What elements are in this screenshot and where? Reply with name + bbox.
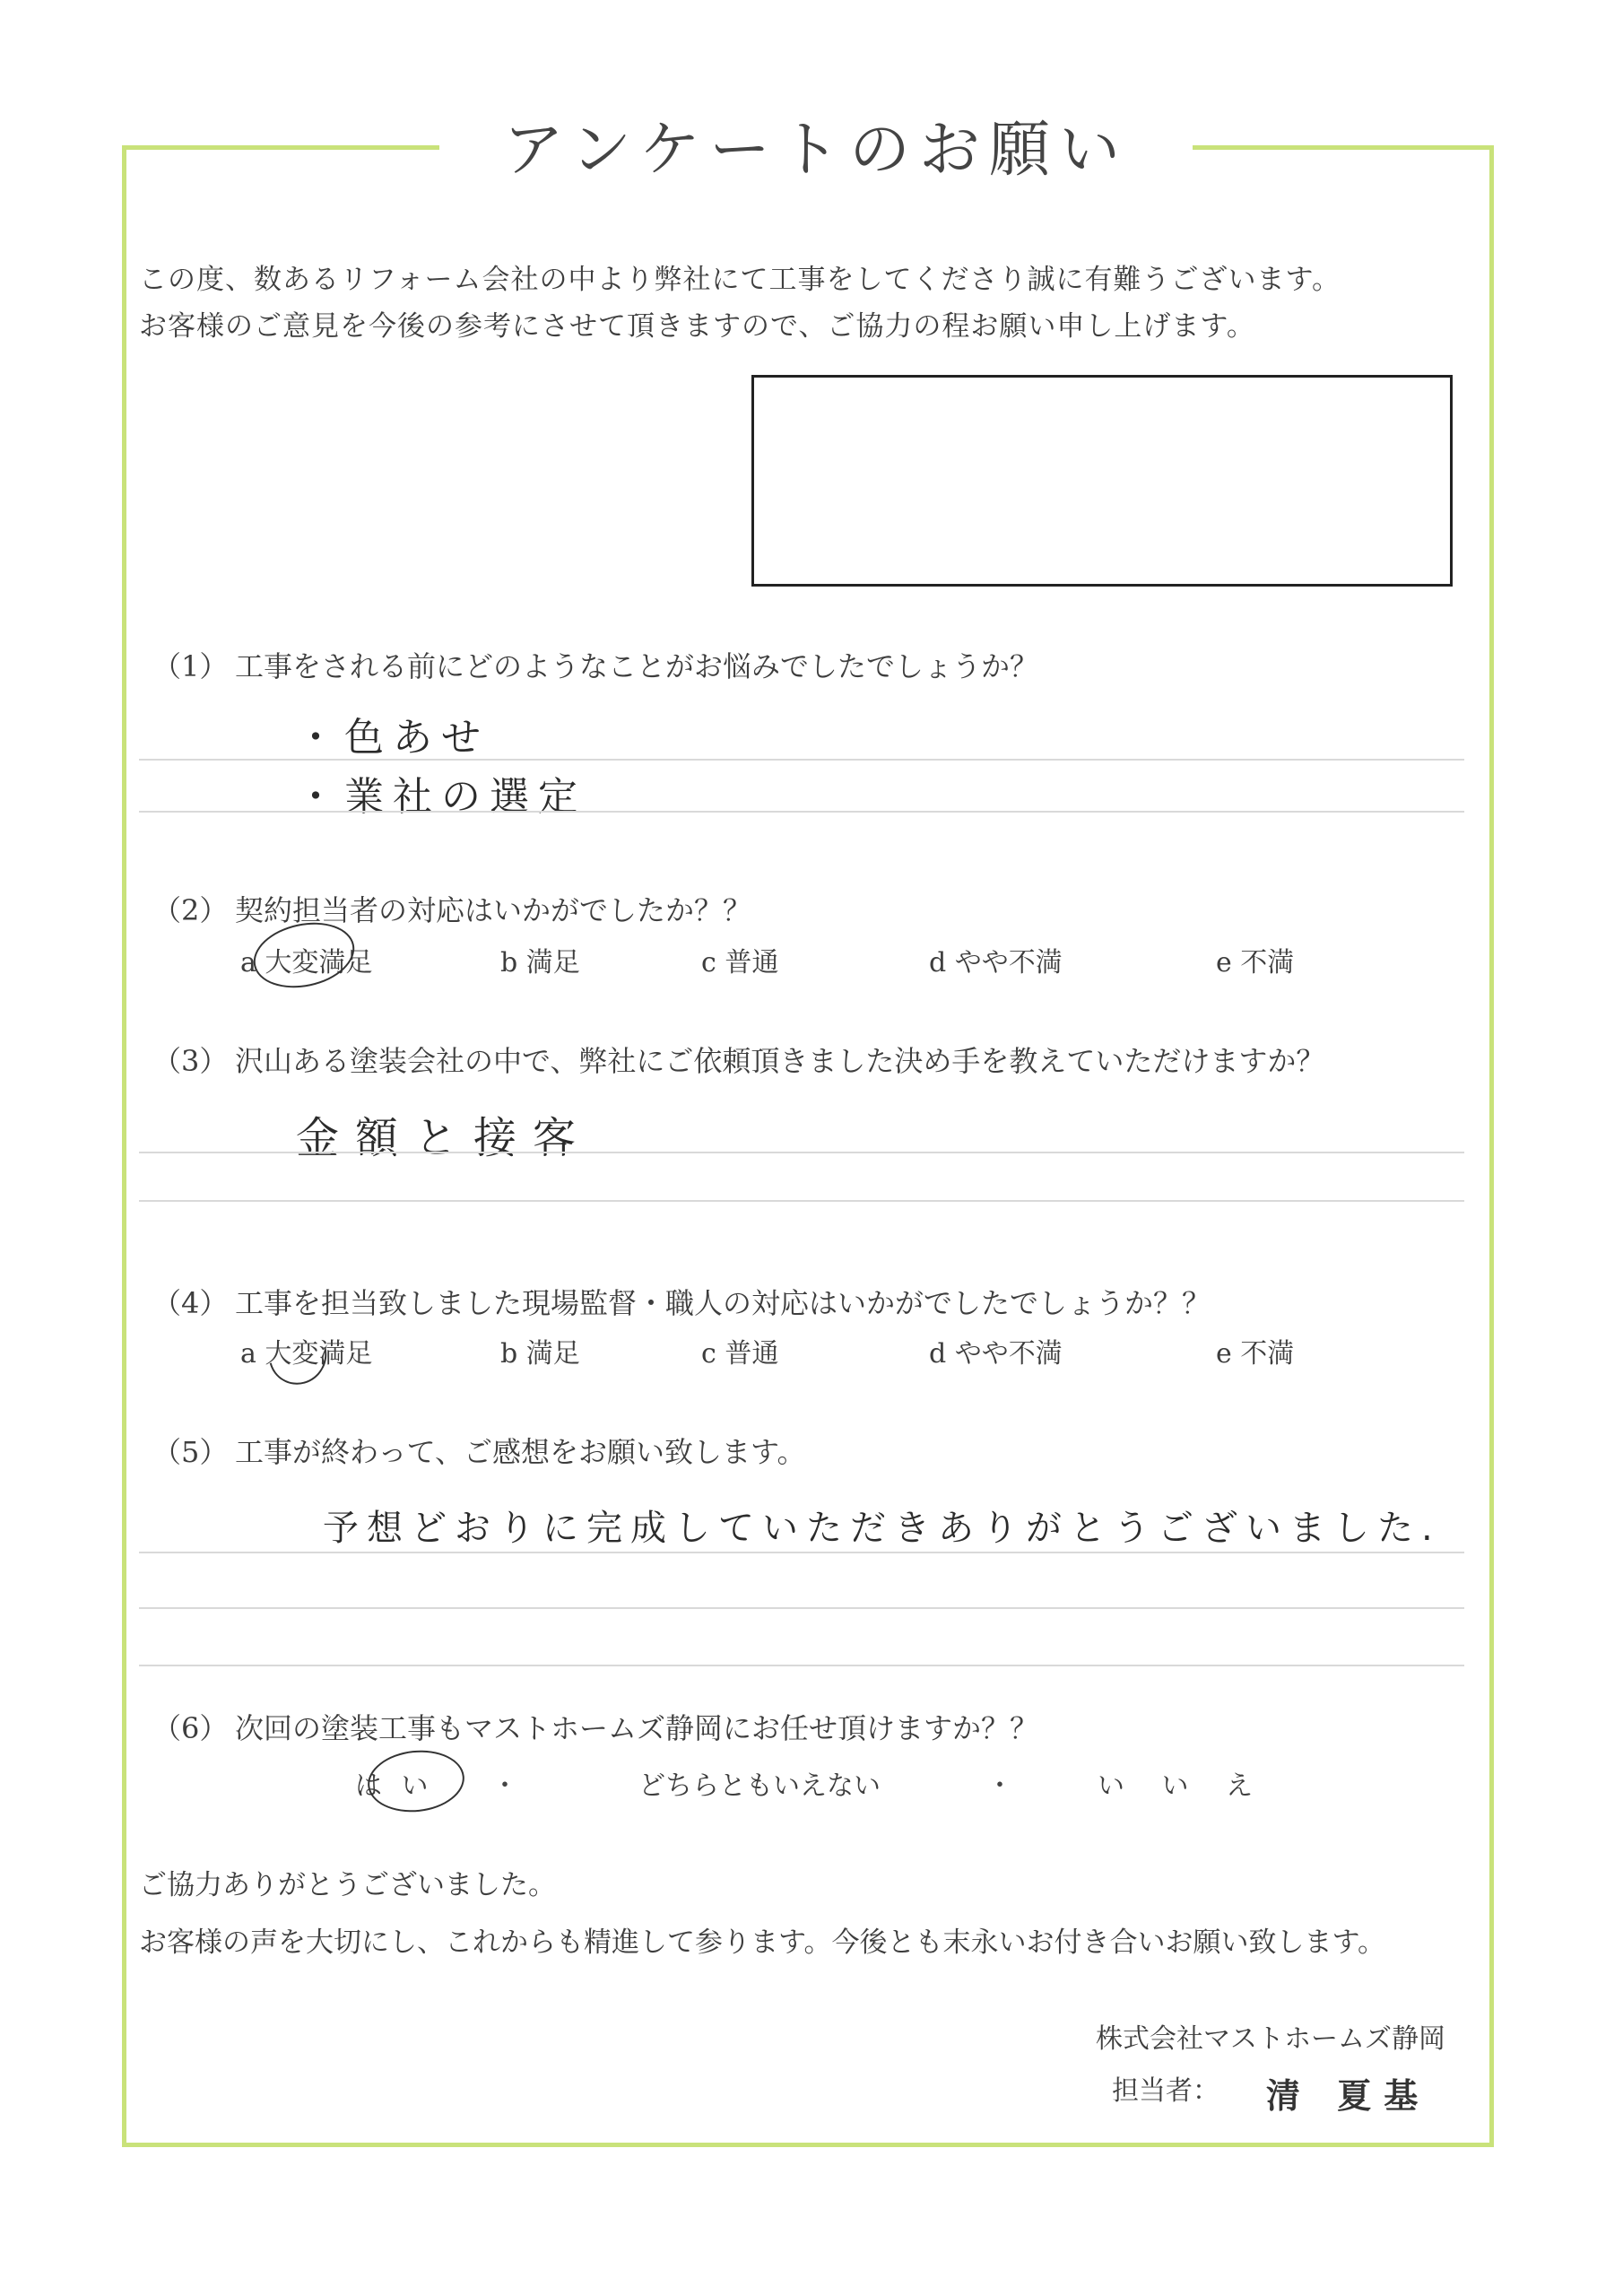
question-6-number: （6）	[152, 1711, 229, 1745]
closing-line-2: お客様の声を大切にし、これからも精進して参ります。今後とも末永いお付き合いお願い致します。	[139, 1926, 1386, 1959]
question-5-number: （5）	[152, 1435, 229, 1469]
question-2-number: （2）	[152, 893, 229, 927]
page-title: アンケートのお願い	[439, 106, 1193, 196]
option-separator: ・	[986, 1770, 1013, 1802]
question-4-text: 工事を担当致しました現場監督・職人の対応はいかがでしたでしょうか？？	[235, 1286, 1211, 1320]
ruled-line	[139, 1665, 1464, 1666]
question-4-option-c: c 普通	[701, 1338, 779, 1370]
question-6	[152, 1706, 1038, 1747]
question-2-option-e: e 不満	[1216, 947, 1295, 978]
intro-line-1: この度、数あるリフォーム会社の中より弊社にて工事をしてくださり誠に有難うございます。	[139, 264, 1341, 296]
question-1-number: （1）	[152, 649, 229, 683]
question-6-text: 次回の塗装工事もマストホームズ静岡にお任せ頂けますか？？	[235, 1711, 1039, 1745]
answer-5: 予想どおりに完成していただきありがとうございました.	[323, 1508, 1441, 1549]
question-4	[152, 1281, 1211, 1322]
question-2-option-b: b 満足	[500, 947, 580, 978]
question-2	[152, 888, 751, 929]
question-2-option-a: a 大変満足	[240, 947, 373, 978]
question-2-text: 契約担当者の対応はいかがでしたか？？	[235, 893, 752, 927]
ruled-line	[139, 811, 1464, 813]
option-separator: ・	[491, 1770, 518, 1802]
ruled-line	[139, 1552, 1464, 1553]
question-6-option-neither: どちらともいえない	[638, 1770, 881, 1802]
ruled-line	[139, 1152, 1464, 1153]
answer-1-line-2: ・業社の選定	[296, 774, 586, 820]
question-3-number: （3）	[152, 1044, 229, 1078]
answer-3: 金額と接客	[296, 1113, 593, 1163]
question-5	[152, 1430, 805, 1471]
staff-name: 清 夏基	[1266, 2075, 1431, 2116]
company-name: 株式会社マストホームズ静岡	[1096, 2023, 1445, 2055]
intro-line-2: お客様のご意見を今後の参考にさせて頂きますので、ご協力の程お願い申し上げます。	[139, 310, 1255, 343]
answer-1-line-1: ・色あせ	[296, 715, 490, 761]
question-6-option-no: い い え	[1098, 1770, 1268, 1802]
ruled-line	[139, 1200, 1464, 1202]
question-6-option-yes: は い	[355, 1770, 434, 1802]
question-1	[152, 644, 1038, 685]
question-4-option-e: e 不満	[1216, 1338, 1295, 1370]
question-3-text: 沢山ある塗装会社の中で、弊社にご依頼頂きました決め手を教えていただけますか？	[235, 1044, 1325, 1078]
question-1-text: 工事をされる前にどのようなことがお悩みでしたでしょうか？	[235, 649, 1039, 683]
ruled-line	[139, 759, 1464, 761]
question-2-option-d: d やや不満	[929, 947, 1063, 978]
closing-line-1: ご協力ありがとうございました。	[139, 1869, 556, 1901]
staff-label: 担当者：	[1112, 2075, 1219, 2107]
question-4-option-b: b 満足	[500, 1338, 580, 1370]
question-5-text: 工事が終わって、ご感想をお願い致します。	[235, 1435, 806, 1469]
customer-info-box	[751, 375, 1453, 587]
question-2-option-c: c 普通	[701, 947, 779, 978]
question-4-option-d: d やや不満	[929, 1338, 1063, 1370]
ruled-line	[139, 1607, 1464, 1609]
question-4-option-a: a 大変満足	[240, 1338, 373, 1370]
question-4-number: （4）	[152, 1286, 229, 1320]
question-3	[152, 1039, 1324, 1080]
